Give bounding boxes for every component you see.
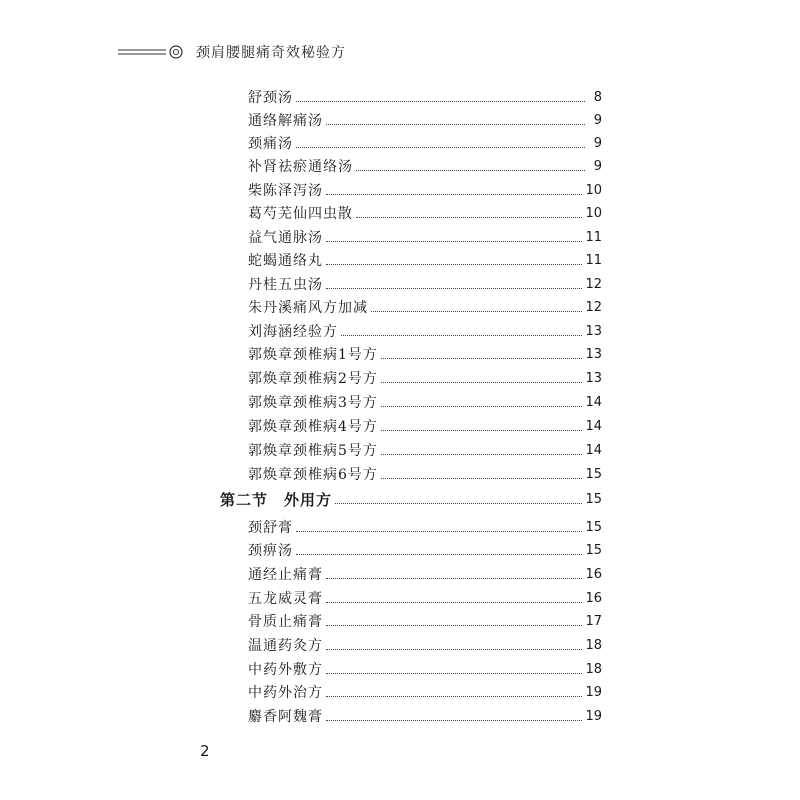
dot-leader: [356, 170, 585, 171]
toc-entry[interactable]: [248, 658, 602, 680]
toc-entry[interactable]: [248, 681, 602, 703]
dot-leader: [371, 311, 582, 312]
toc-entry[interactable]: [248, 516, 602, 538]
dot-leader: [326, 649, 582, 650]
toc-entry[interactable]: [248, 415, 602, 437]
dot-leader: [341, 335, 582, 336]
toc-entry[interactable]: [248, 539, 602, 561]
toc-entry-page: 15: [585, 519, 602, 535]
toc-entry-page: 16: [585, 590, 602, 606]
dot-leader: [381, 358, 583, 359]
toc-entry-title: 蛇蝎通络丸: [248, 253, 323, 269]
section-page: 15: [585, 491, 602, 507]
toc-entry[interactable]: [248, 587, 602, 609]
toc-entry-title: 麝香阿魏膏: [248, 709, 323, 725]
toc-entry-title: 丹桂五虫汤: [248, 277, 323, 293]
dot-leader: [326, 602, 582, 603]
toc-entry-title: 郭焕章颈椎病1号方: [248, 347, 378, 363]
dot-leader: [326, 124, 585, 125]
dot-leader: [326, 288, 582, 289]
toc-entry-title: 郭焕章颈椎病6号方: [248, 467, 378, 483]
toc-entry-page: 11: [585, 229, 602, 245]
toc-entry[interactable]: [248, 320, 602, 342]
toc-entry-title: 郭焕章颈椎病5号方: [248, 443, 378, 459]
toc-entry-page: 19: [585, 684, 602, 700]
toc-entry-title: 温通药灸方: [248, 638, 323, 654]
toc-entry-page: 14: [585, 442, 602, 458]
dot-leader: [326, 720, 582, 721]
toc-entry-page: 13: [585, 323, 602, 339]
dot-leader: [381, 406, 583, 407]
toc-entry-title: 朱丹溪痛风方加减: [248, 300, 368, 316]
toc-entry-page: 9: [593, 158, 602, 174]
toc-entry-page: 12: [585, 299, 602, 315]
book-title: 颈肩腰腿痛奇效秘验方: [196, 45, 346, 61]
dot-leader: [326, 578, 582, 579]
toc-entry-title: 骨质止痛膏: [248, 614, 323, 630]
toc-entry[interactable]: [248, 463, 602, 485]
toc-entry-title: 葛芍芜仙四虫散: [248, 206, 353, 222]
toc-entry-page: 14: [585, 418, 602, 434]
toc-entry[interactable]: [248, 249, 602, 271]
toc-entry-page: 15: [585, 542, 602, 558]
toc-entry-page: 9: [593, 135, 602, 151]
toc-entry-title: 中药外敷方: [248, 662, 323, 678]
dot-leader: [335, 503, 582, 504]
toc-entry[interactable]: [248, 132, 602, 154]
toc-entry-page: 14: [585, 394, 602, 410]
toc-entry[interactable]: [248, 86, 602, 108]
toc-entry[interactable]: [248, 202, 602, 224]
toc-entry-page: 11: [585, 252, 602, 268]
dot-leader: [296, 101, 585, 102]
dot-leader: [326, 673, 582, 674]
toc-entry-page: 17: [585, 613, 602, 629]
toc-entry-title: 中药外治方: [248, 685, 323, 701]
dot-leader: [356, 217, 582, 218]
dot-leader: [381, 454, 583, 455]
dot-leader: [326, 625, 582, 626]
toc-entry-title: 郭焕章颈椎病2号方: [248, 371, 378, 387]
dot-leader: [381, 430, 583, 431]
toc-entry-page: 9: [593, 112, 602, 128]
toc-entry[interactable]: [248, 296, 602, 318]
toc-entry-page: 19: [585, 708, 602, 724]
toc-entry[interactable]: [248, 610, 602, 632]
toc-entry-title: 补肾祛瘀通络汤: [248, 159, 353, 175]
toc-entry-page: 13: [585, 370, 602, 386]
toc-entry-title: 颈舒膏: [248, 520, 293, 536]
toc-entry-title: 郭焕章颈椎病3号方: [248, 395, 378, 411]
dot-leader: [326, 696, 582, 697]
toc-entry-title: 颈痛汤: [248, 136, 293, 152]
toc-entry-title: 刘海涵经验方: [248, 324, 338, 340]
toc-entry[interactable]: [248, 155, 602, 177]
toc-entry-title: 通经止痛膏: [248, 567, 323, 583]
toc-entry-page: 12: [585, 276, 602, 292]
toc-entry[interactable]: [248, 391, 602, 413]
dot-leader: [296, 531, 582, 532]
toc-entry-page: 18: [585, 637, 602, 653]
toc-entry[interactable]: [248, 226, 602, 248]
dot-leader: [326, 241, 582, 242]
toc-entry[interactable]: [248, 343, 602, 365]
page-number: 2: [200, 742, 210, 760]
toc-entry-title: 柴陈泽泻汤: [248, 183, 323, 199]
toc-section-heading[interactable]: [220, 488, 602, 510]
dot-leader: [296, 147, 585, 148]
toc-entry[interactable]: [248, 179, 602, 201]
toc-entry-title: 舒颈汤: [248, 90, 293, 106]
toc-entry[interactable]: [248, 634, 602, 656]
toc-entry[interactable]: [248, 273, 602, 295]
dot-leader: [296, 554, 582, 555]
toc-entry[interactable]: [248, 705, 602, 727]
dot-leader: [326, 264, 582, 265]
toc-entry-page: 10: [585, 182, 602, 198]
toc-entry-page: 16: [585, 566, 602, 582]
toc-entry-title: 郭焕章颈椎病4号方: [248, 419, 378, 435]
toc-entry-title: 通络解痛汤: [248, 113, 323, 129]
toc-entry-page: 18: [585, 661, 602, 677]
dot-leader: [381, 382, 583, 383]
toc-entry-title: 五龙威灵膏: [248, 591, 323, 607]
toc-entry[interactable]: [248, 439, 602, 461]
toc-entry-page: 10: [585, 205, 602, 221]
toc-entry-title: 益气通脉汤: [248, 230, 323, 246]
section-title: 第二节 外用方: [220, 490, 333, 509]
dot-leader: [381, 478, 583, 479]
toc-entry-title: 颈痹汤: [248, 543, 293, 559]
toc-entry-page: 8: [593, 89, 602, 105]
toc-entry[interactable]: [248, 367, 602, 389]
toc-entry[interactable]: [248, 563, 602, 585]
dot-leader: [326, 194, 582, 195]
toc-entry-page: 15: [585, 466, 602, 482]
toc-entry-page: 13: [585, 346, 602, 362]
toc-entry[interactable]: [248, 109, 602, 131]
